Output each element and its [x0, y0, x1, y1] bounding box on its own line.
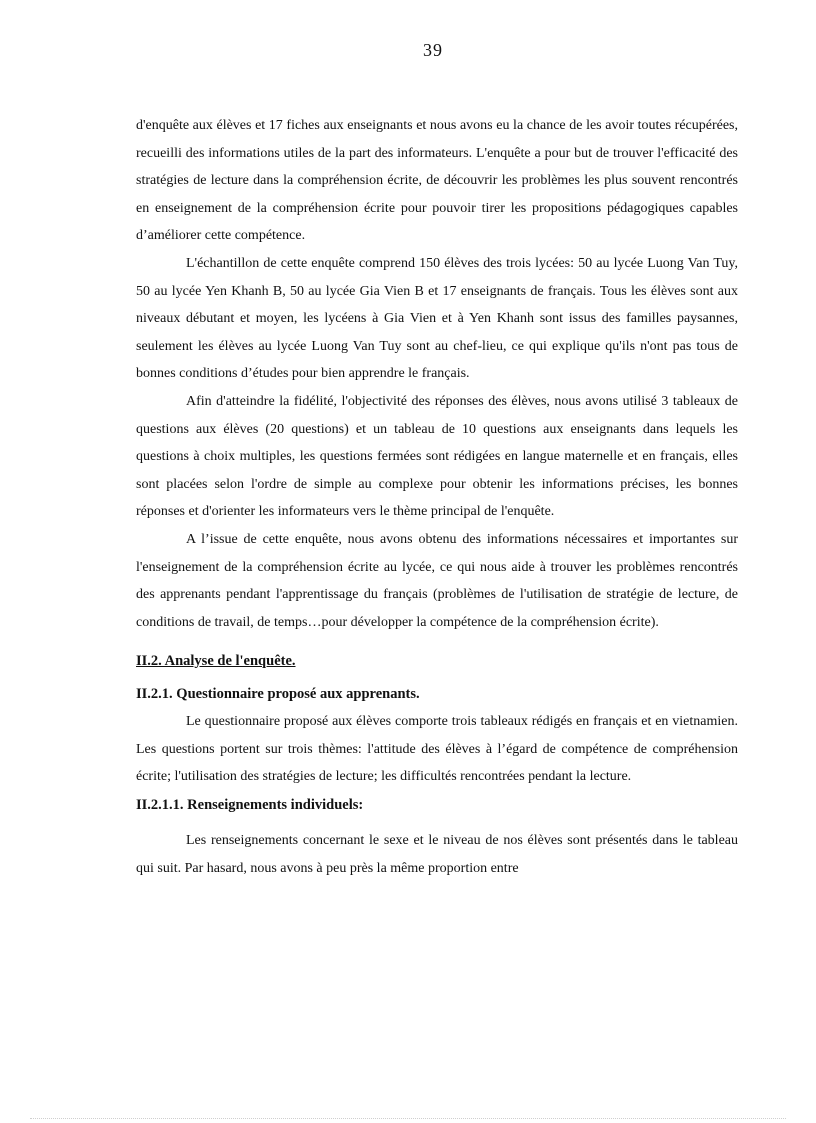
- paragraph-echantillon: L'échantillon de cette enquête comprend 150 élèves des trois lycées: 50 au lycée Luong Van Tuy, 50 au lycée Yen Khanh B, 50 au lycée Gia Vien B et 17 enseignants de français. Tous les élèves sont aux niveaux débutant et moyen, les lycéens à Gia Vien et à Yen Khanh sont issus des familles paysannes, seulement les élèves au lycée Luong Van Tuy sont au chef-lieu, ce qui explique qu'ils n'ont pas tous de bonnes conditions d’études pour bien apprendre le français.: [136, 255, 738, 382]
- paragraph-renseignements: Les renseignements concernant le sexe et le niveau de nos élèves sont présentés dans le tableau qui suit. Par hasard, nous avons à peu près la même proportion entre: [136, 833, 738, 876]
- paragraph-questionnaire: Le questionnaire proposé aux élèves comporte trois tableaux rédigés en français et en vietnamien. Les questions portent sur trois thèmes: l'attitude des élèves à l’égard de compétence de compréhension écrite; l'utilisation des stratégies de lecture; les difficultés rencontrées pendant la lecture.: [136, 714, 738, 785]
- page-bottom-divider: [30, 1118, 786, 1119]
- page-number: 39: [423, 40, 443, 60]
- paragraph-fidelite: Afin d'atteindre la fidélité, l'objectivité des réponses des élèves, nous avons utilisé 3 tableaux de questions aux élèves (20 questions) et un tableau de 10 questions aux enseignants dans lequels les questions à choix multiples, les questions fermées sont rédigées en langue maternelle et en français, elles sont placées selon l'ordre de simple au complexe pour obtenir les informations précises, les bonnes réponses et d'orienter les informateurs vers le thème principal de l'enquête.: [136, 393, 738, 520]
- subsubsection-heading-renseignements: II.2.1.1. Renseignements individuels:: [136, 797, 364, 814]
- subsection-heading-questionnaire: II.2.1. Questionnaire proposé aux apprenants.: [136, 686, 420, 703]
- page-body: [136, 112, 738, 882]
- paragraph-issue-enquete: A l’issue de cette enquête, nous avons obtenu des informations nécessaires et importantes sur l'enseignement de la compréhension écrite au lycée, ce qui nous aide à trouver les problèmes rencontrés des apprenants pendant l'apprentissage du français (problèmes de l'utilisation de stratégie de lecture, de conditions de travail, de temps…pour développer la compétence de la compréhension écrite).: [136, 531, 738, 630]
- section-heading-analyse: II.2. Analyse de l'enquête.: [136, 653, 296, 670]
- paragraph-enquete-intro: d'enquête aux élèves et 17 fiches aux enseignants et nous avons eu la chance de les avoir toutes récupérées, recueilli des informations utiles de la part des informateurs. L'enquête a pour but de trouver l'efficacité des stratégies de lecture dans la compréhension écrite, de découvrir les problèmes les plus souvent rencontrés en enseignement de la compréhension écrite pour pouvoir tirer les propositions pédagogiques capables d’améliorer cette compétence.: [136, 118, 738, 244]
